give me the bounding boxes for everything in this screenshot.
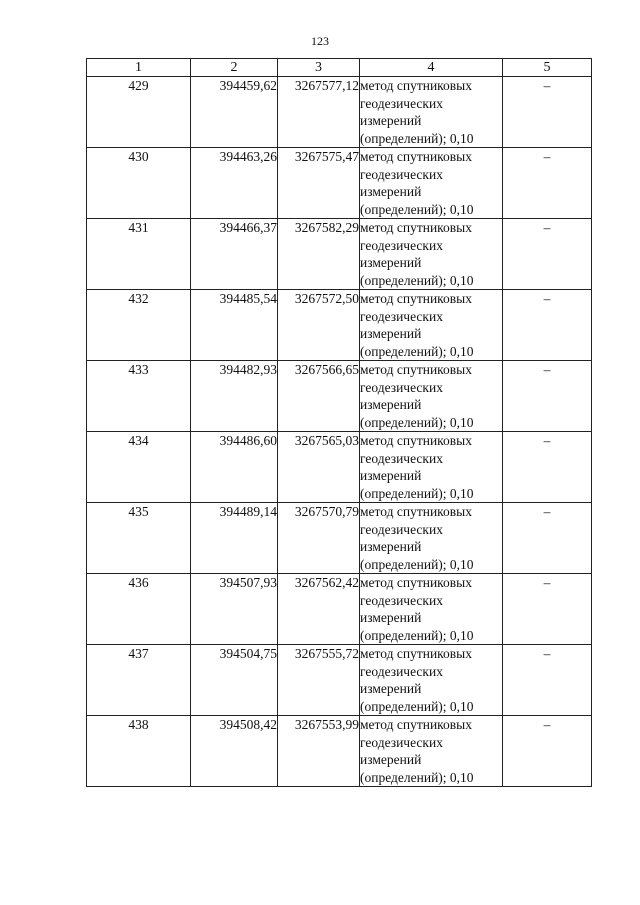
method-accuracy: метод спутниковых геодезических измерений (определений); 0,10 — [360, 432, 503, 503]
coordinate-x: 394489,14 — [191, 503, 278, 574]
header-col-2: 2 — [191, 59, 278, 77]
coordinate-y: 3267565,03 — [278, 432, 360, 503]
table-row — [87, 148, 592, 219]
table-row — [87, 290, 592, 361]
method-accuracy: метод спутниковых геодезических измерений (определений); 0,10 — [360, 361, 503, 432]
coordinates-table — [86, 58, 592, 787]
note-dash: – — [503, 645, 592, 716]
coordinate-y: 3267577,12 — [278, 77, 360, 148]
table-row — [87, 574, 592, 645]
method-accuracy: метод спутниковых геодезических измерений (определений); 0,10 — [360, 77, 503, 148]
coordinate-y: 3267555,72 — [278, 645, 360, 716]
method-accuracy: метод спутниковых геодезических измерений (определений); 0,10 — [360, 503, 503, 574]
table-row — [87, 361, 592, 432]
note-dash: – — [503, 716, 592, 787]
point-number: 437 — [87, 645, 191, 716]
coordinate-y: 3267566,65 — [278, 361, 360, 432]
table-row — [87, 432, 592, 503]
note-dash: – — [503, 290, 592, 361]
method-accuracy: метод спутниковых геодезических измерений (определений); 0,10 — [360, 574, 503, 645]
table-body — [87, 77, 592, 787]
header-col-1: 1 — [87, 59, 191, 77]
point-number: 435 — [87, 503, 191, 574]
note-dash: – — [503, 432, 592, 503]
note-dash: – — [503, 361, 592, 432]
point-number: 430 — [87, 148, 191, 219]
coordinate-x: 394466,37 — [191, 219, 278, 290]
table-row — [87, 645, 592, 716]
header-col-4: 4 — [360, 59, 503, 77]
point-number: 438 — [87, 716, 191, 787]
header-col-5: 5 — [503, 59, 592, 77]
point-number: 433 — [87, 361, 191, 432]
method-accuracy: метод спутниковых геодезических измерений (определений); 0,10 — [360, 219, 503, 290]
coordinate-x: 394463,26 — [191, 148, 278, 219]
note-dash: – — [503, 503, 592, 574]
note-dash: – — [503, 219, 592, 290]
method-accuracy: метод спутниковых геодезических измерений (определений); 0,10 — [360, 148, 503, 219]
table-row — [87, 219, 592, 290]
table-row — [87, 503, 592, 574]
coordinate-y: 3267570,79 — [278, 503, 360, 574]
coordinate-x: 394507,93 — [191, 574, 278, 645]
coordinate-y: 3267575,47 — [278, 148, 360, 219]
coordinate-y: 3267553,99 — [278, 716, 360, 787]
header-row — [87, 59, 592, 77]
coordinate-x: 394508,42 — [191, 716, 278, 787]
page-number: 123 — [311, 34, 329, 48]
table-row — [87, 716, 592, 787]
coordinate-y: 3267572,50 — [278, 290, 360, 361]
note-dash: – — [503, 77, 592, 148]
coordinate-x: 394482,93 — [191, 361, 278, 432]
table-header — [87, 59, 592, 77]
header-col-3: 3 — [278, 59, 360, 77]
method-accuracy: метод спутниковых геодезических измерений (определений); 0,10 — [360, 290, 503, 361]
point-number: 432 — [87, 290, 191, 361]
coordinate-y: 3267582,29 — [278, 219, 360, 290]
method-accuracy: метод спутниковых геодезических измерений (определений); 0,10 — [360, 645, 503, 716]
point-number: 431 — [87, 219, 191, 290]
note-dash: – — [503, 148, 592, 219]
point-number: 434 — [87, 432, 191, 503]
coordinate-y: 3267562,42 — [278, 574, 360, 645]
coordinate-x: 394459,62 — [191, 77, 278, 148]
note-dash: – — [503, 574, 592, 645]
coordinate-x: 394504,75 — [191, 645, 278, 716]
point-number: 436 — [87, 574, 191, 645]
coordinate-x: 394485,54 — [191, 290, 278, 361]
method-accuracy: метод спутниковых геодезических измерений (определений); 0,10 — [360, 716, 503, 787]
table-row — [87, 77, 592, 148]
point-number: 429 — [87, 77, 191, 148]
coordinate-x: 394486,60 — [191, 432, 278, 503]
